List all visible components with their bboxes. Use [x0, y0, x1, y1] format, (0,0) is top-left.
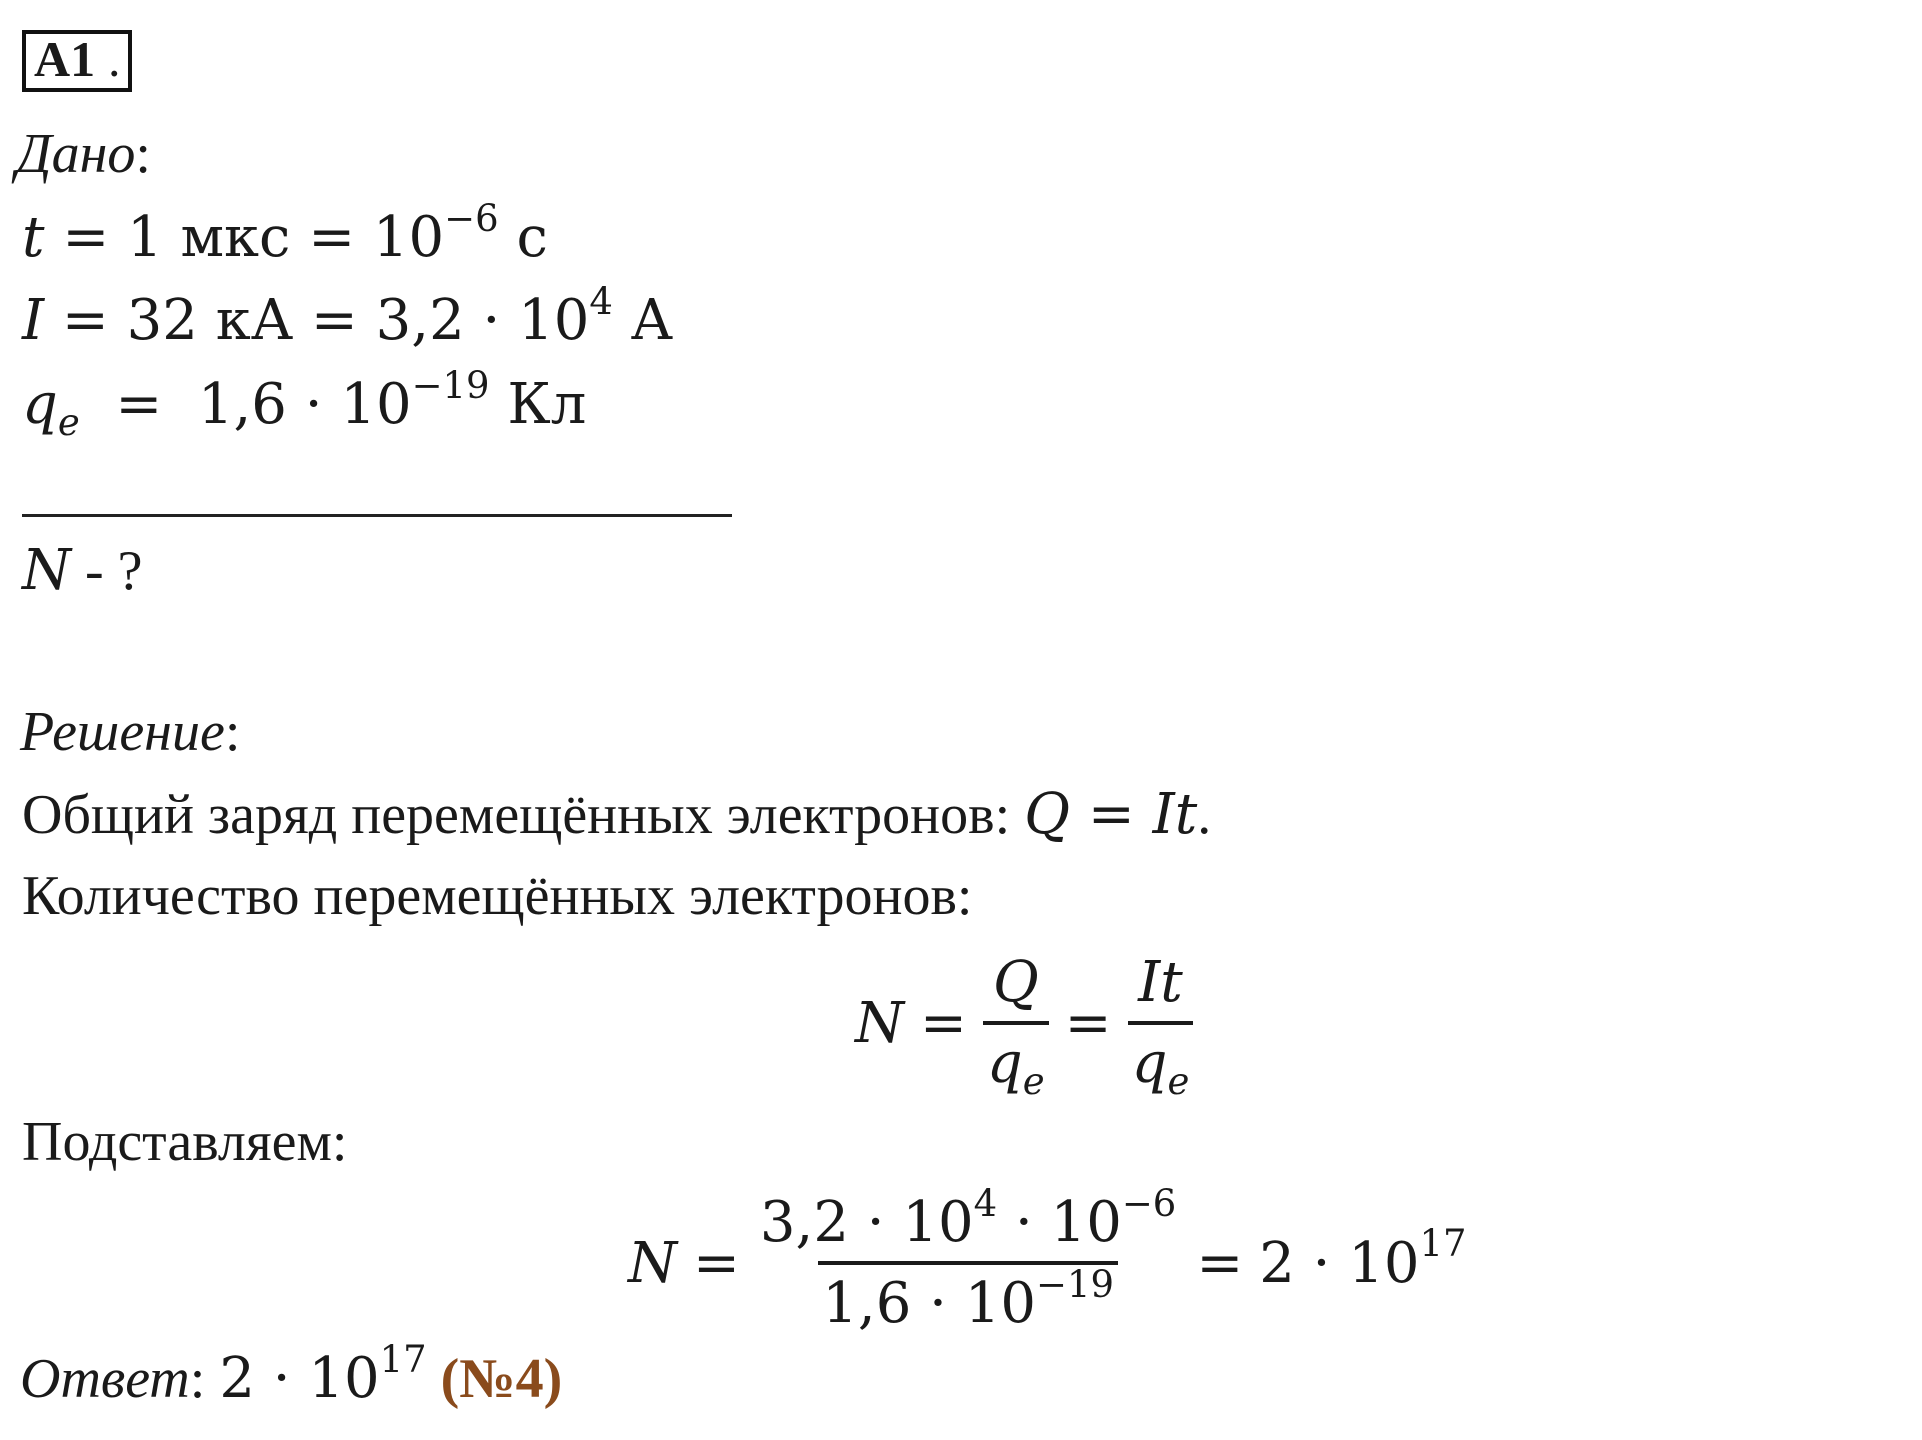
current-unit: А: [612, 288, 674, 353]
given-heading-colon: :: [135, 123, 151, 185]
formula2-num-b: · 10: [997, 1190, 1122, 1255]
solution-heading-colon: :: [224, 701, 241, 763]
charge-var: q: [22, 372, 58, 437]
formula1-eq: =: [920, 990, 967, 1056]
given-charge: [22, 363, 587, 445]
formula1-frac1-den-sub: e: [1022, 1060, 1045, 1104]
formula2-den-exp: −19: [1035, 1262, 1114, 1306]
formula2-result-exp: 17: [1419, 1222, 1467, 1266]
formula2-eq2: =: [1196, 1230, 1244, 1296]
charge-exponent: −19: [411, 363, 490, 407]
task-label: А1: [34, 31, 96, 87]
formula2-num-a: 3,2 · 10: [759, 1190, 974, 1255]
formula1-frac1-den-var: q: [986, 1031, 1023, 1096]
formula2-num-exp1: 4: [973, 1181, 998, 1225]
find-text: - ?: [71, 540, 143, 602]
formula-substitution: [628, 1181, 1467, 1336]
given-current: [22, 279, 674, 353]
solution-heading: [20, 700, 240, 764]
formula2-eq: =: [693, 1230, 740, 1296]
formula2-result-base: 2 · 10: [1259, 1230, 1420, 1296]
answer-exponent: 17: [379, 1337, 427, 1381]
charge-subscript: e: [57, 401, 80, 445]
solution-line-substitute: [22, 1110, 347, 1174]
substitute-sentence: Подставляем:: [22, 1111, 348, 1173]
find-var: N: [22, 538, 71, 603]
count-sentence: Количество перемещённых электронов:: [22, 865, 973, 927]
formula-q-end: .: [1197, 784, 1212, 846]
formula1-frac2-den-var: q: [1131, 1031, 1168, 1096]
charge-unit: Кл: [489, 372, 587, 437]
formula2-numerator: [756, 1181, 1180, 1261]
formula1-frac1-num: Q: [992, 950, 1039, 1015]
formula-q-eq: =: [1070, 782, 1153, 847]
given-heading-text: Дано: [16, 123, 136, 185]
answer-colon: :: [189, 1348, 220, 1410]
formula1-lhs: N: [855, 990, 904, 1056]
given-time: [22, 196, 548, 270]
task-label-dot: .: [108, 31, 121, 87]
find-line: [22, 538, 143, 603]
current-exponent: 4: [589, 279, 613, 323]
formula2-lhs: N: [628, 1230, 677, 1296]
time-value: = 1 мкс = 10: [44, 205, 445, 270]
formula-count: [855, 950, 1193, 1104]
answer-reference: (№4): [440, 1348, 563, 1410]
charge-sentence: Общий заряд перемещённых электронов:: [22, 784, 1025, 846]
formula1-frac1-den: [983, 1021, 1049, 1104]
time-unit: с: [498, 205, 548, 270]
answer-heading: Ответ: [20, 1348, 190, 1410]
formula1-frac2-den: [1128, 1021, 1194, 1104]
solution-line-count: [22, 864, 972, 928]
time-exponent: −6: [444, 196, 499, 240]
formula-q-lhs: Q: [1024, 782, 1071, 847]
formula2-fraction: [756, 1181, 1180, 1336]
formula2-denominator: [818, 1261, 1118, 1336]
answer-line: [20, 1337, 563, 1411]
solution-heading-text: Решение: [20, 701, 225, 763]
current-var: I: [22, 288, 45, 353]
given-heading: [16, 122, 151, 186]
formula1-frac2-den-sub: e: [1167, 1060, 1190, 1104]
formula2-num-exp2: −6: [1121, 1181, 1177, 1225]
formula-q-rhs: It: [1152, 782, 1198, 847]
charge-value: = 1,6 · 10: [79, 372, 412, 437]
formula1-fraction-q: [983, 950, 1049, 1104]
given-divider: [22, 514, 732, 517]
formula2-den-a: 1,6 · 10: [822, 1271, 1036, 1336]
time-var: t: [22, 205, 45, 270]
solution-line-charge: [22, 782, 1211, 847]
formula1-fraction-it: [1128, 950, 1194, 1104]
formula1-frac2-num: It: [1138, 950, 1183, 1015]
answer-value: 2 · 10: [219, 1346, 380, 1411]
formula2-result: [1259, 1222, 1467, 1296]
formula1-eq2: =: [1064, 990, 1112, 1056]
current-value: = 32 кА = 3,2 · 10: [44, 288, 590, 353]
